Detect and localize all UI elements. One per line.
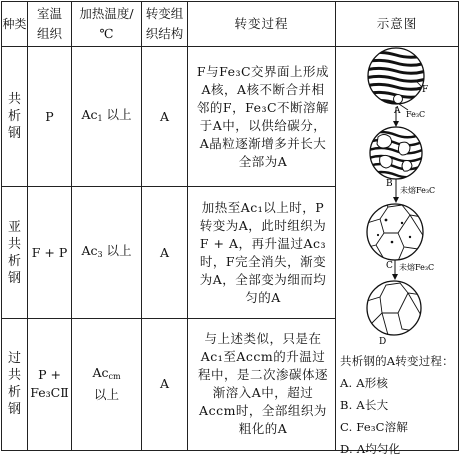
note-dissolution: C. Fe₃C溶解 — [340, 420, 409, 434]
row-hypereutectoid-type — [2, 318, 28, 450]
row-hypoeutectoid-heating — [72, 187, 142, 318]
label-unmelted-2: 未熔Fe₃C — [399, 263, 435, 272]
note-homogenization: D. A均匀化 — [340, 442, 401, 456]
header-type: 种类 — [2, 2, 28, 47]
header-diagram: 示意图 — [336, 2, 459, 47]
austenite-transformation-table — [1, 1, 459, 456]
header-room-temp — [28, 2, 72, 47]
row-hypoeutectoid-type — [2, 187, 28, 318]
header-heating-temp — [72, 2, 142, 47]
label-f: F — [422, 85, 429, 95]
row-eutectoid-heat-sub: 1 — [97, 113, 103, 123]
row-hypereutectoid-heat-sub: cm — [108, 372, 121, 382]
homogenized-austenite-circle — [367, 281, 422, 335]
row-hypereutectoid-heat-tail: 以上 — [93, 387, 119, 403]
row-eutectoid-heating — [72, 47, 142, 187]
label-d: D — [379, 337, 387, 347]
header-heating-temp-text: 加热温度/℃ — [79, 6, 134, 41]
header-process: 转变过程 — [188, 2, 336, 47]
row-eutectoid-heat-main: Ac — [81, 106, 98, 122]
row-hypereutectoid-room-temp-2: Fe₃CⅡ — [30, 385, 69, 401]
austenite-growth-circle — [366, 127, 428, 179]
row-eutectoid-process: F与Fe₃C交界面上形成A核，A核不断合并相邻的F，Fe₃C不断溶解于A中，以供给碳分，A晶粒逐渐增多并长大全部为A — [188, 47, 336, 187]
row-hypoeutectoid-heat-main: Ac — [81, 242, 98, 258]
row-eutectoid-heat-tail: 以上 — [102, 106, 132, 122]
row-eutectoid-room-temp: P — [28, 47, 72, 187]
arrow-c-d-head — [392, 274, 398, 280]
header-room-temp-text: 室温组织 — [36, 6, 62, 41]
header-structure-text: 转变组织结构 — [145, 6, 184, 41]
row-hypoeutectoid-heat-tail: 以上 — [102, 242, 132, 258]
label-fe3c: Fe₃C — [406, 110, 426, 119]
row-hypoeutectoid-process: 加热至Ac₁以上时，P转变为A，此时组织为F + A，再升温过Ac₃时，F完全消失，渐变为A，全部变为细而均匀的A — [188, 187, 336, 318]
label-c: C — [386, 261, 393, 271]
row-hypoeutectoid-room-temp: F + P — [28, 187, 72, 318]
fine-austenite-grains-circle — [367, 203, 426, 261]
diagram-area — [336, 47, 458, 456]
row-eutectoid-type — [2, 47, 28, 187]
row-hypereutectoid-process: 与上述类似，只是在Ac₁至Accm的升温过程中，是二次渗碳体逐渐溶入A中，超过Accm时，全部组织为粗化的A — [188, 318, 336, 450]
row-hypoeutectoid-heat-sub: 3 — [97, 249, 103, 259]
label-a: A — [394, 106, 401, 116]
arrow-b-c-head — [393, 197, 399, 203]
diagram-cell — [336, 47, 459, 456]
note-growth: B. A长大 — [340, 398, 389, 412]
notes-title: 共析钢的A转变过程： — [340, 354, 454, 368]
row-hypoeutectoid-structure: A — [142, 187, 188, 318]
row-hypereutectoid-structure: A — [142, 318, 188, 450]
label-b: B — [386, 179, 393, 189]
pearlite-lamellae-circle — [356, 48, 436, 105]
row-eutectoid — [2, 47, 459, 187]
arrow-a-b-head — [393, 121, 399, 127]
row-hypereutectoid-heat-line1 — [72, 364, 141, 386]
row-eutectoid-structure: A — [142, 47, 188, 187]
row-hypereutectoid-room-temp — [28, 318, 72, 450]
row-hypoeutectoid-type-text: 亚共析钢 — [7, 219, 21, 286]
header-structure — [142, 2, 188, 47]
row-hypereutectoid-heating — [72, 318, 142, 450]
label-unmelted-1: 未熔Fe₃C — [400, 186, 436, 195]
note-nucleation: A. A形核 — [340, 376, 389, 390]
row-hypereutectoid-type-text: 过共析钢 — [7, 351, 21, 418]
row-eutectoid-type-text: 共析钢 — [7, 92, 21, 142]
header-row — [2, 2, 459, 47]
row-hypereutectoid-room-temp-1: P + — [38, 367, 61, 383]
transformation-notes — [340, 350, 456, 460]
row-hypereutectoid-heat-main: Ac — [92, 365, 109, 381]
